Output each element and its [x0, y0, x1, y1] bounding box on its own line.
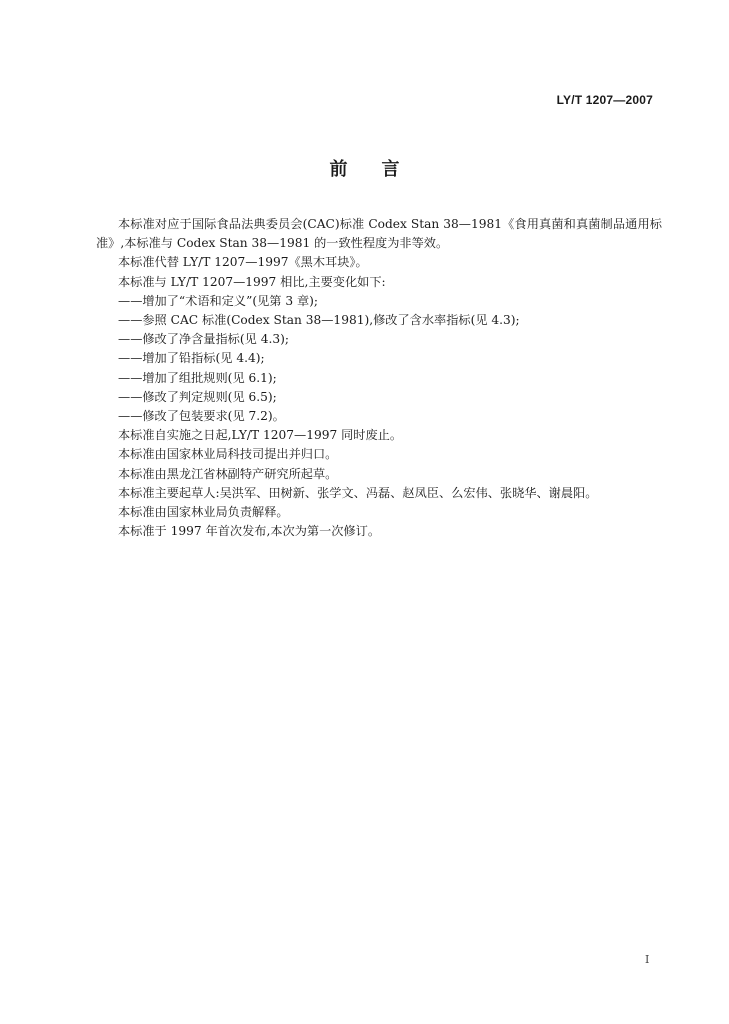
paragraph-changes-intro: 本标准与 LY/T 1207—1997 相比,主要变化如下:: [118, 274, 386, 289]
paragraph-history: 本标准于 1997 年首次发布,本次为第一次修订。: [118, 524, 381, 539]
change-item-packaging: ——修改了包装要求(见 7.2)。: [118, 409, 285, 424]
standard-code-header: LY/T 1207—2007: [556, 93, 653, 107]
change-item-judgement: ——修改了判定规则(见 6.5);: [118, 389, 277, 404]
paragraph-replaces: 本标准代替 LY/T 1207—1997《黑木耳块》。: [118, 255, 368, 270]
paragraph-abolish: 本标准自实施之日起,LY/T 1207—1997 同时废止。: [118, 428, 403, 443]
change-item-moisture: ——参照 CAC 标准(Codex Stan 38—1981),修改了含水率指标(见 4.3);: [118, 313, 520, 328]
paragraph-drafting-unit: 本标准由黑龙江省林副特产研究所起草。: [118, 466, 338, 481]
paragraph-proposer: 本标准由国家林业局科技司提出并归口。: [118, 447, 338, 462]
foreword-body: [96, 215, 662, 541]
change-item-batching: ——增加了组批规则(见 6.1);: [118, 370, 277, 385]
paragraph-correspondence: 本标准对应于国际食品法典委员会(CAC)标准 Codex Stan 38—1981《食用真菌和真菌制品通用标准》,本标准与 Codex Stan 38—1981 的一致性程度为非等效。: [96, 217, 662, 251]
paragraph-drafters: 本标准主要起草人:吴洪军、田树新、张学文、冯磊、赵凤臣、么宏伟、张晓华、谢晨阳。: [118, 485, 598, 500]
page-title: 前言: [329, 159, 434, 180]
page-number: I: [645, 953, 650, 966]
change-item-net-content: ——修改了净含量指标(见 4.3);: [118, 332, 289, 347]
change-item-lead: ——增加了铅指标(见 4.4);: [118, 351, 265, 366]
change-item-terms: ——增加了“术语和定义”(见第 3 章);: [118, 293, 319, 308]
paragraph-interpretation: 本标准由国家林业局负责解释。: [118, 505, 289, 520]
